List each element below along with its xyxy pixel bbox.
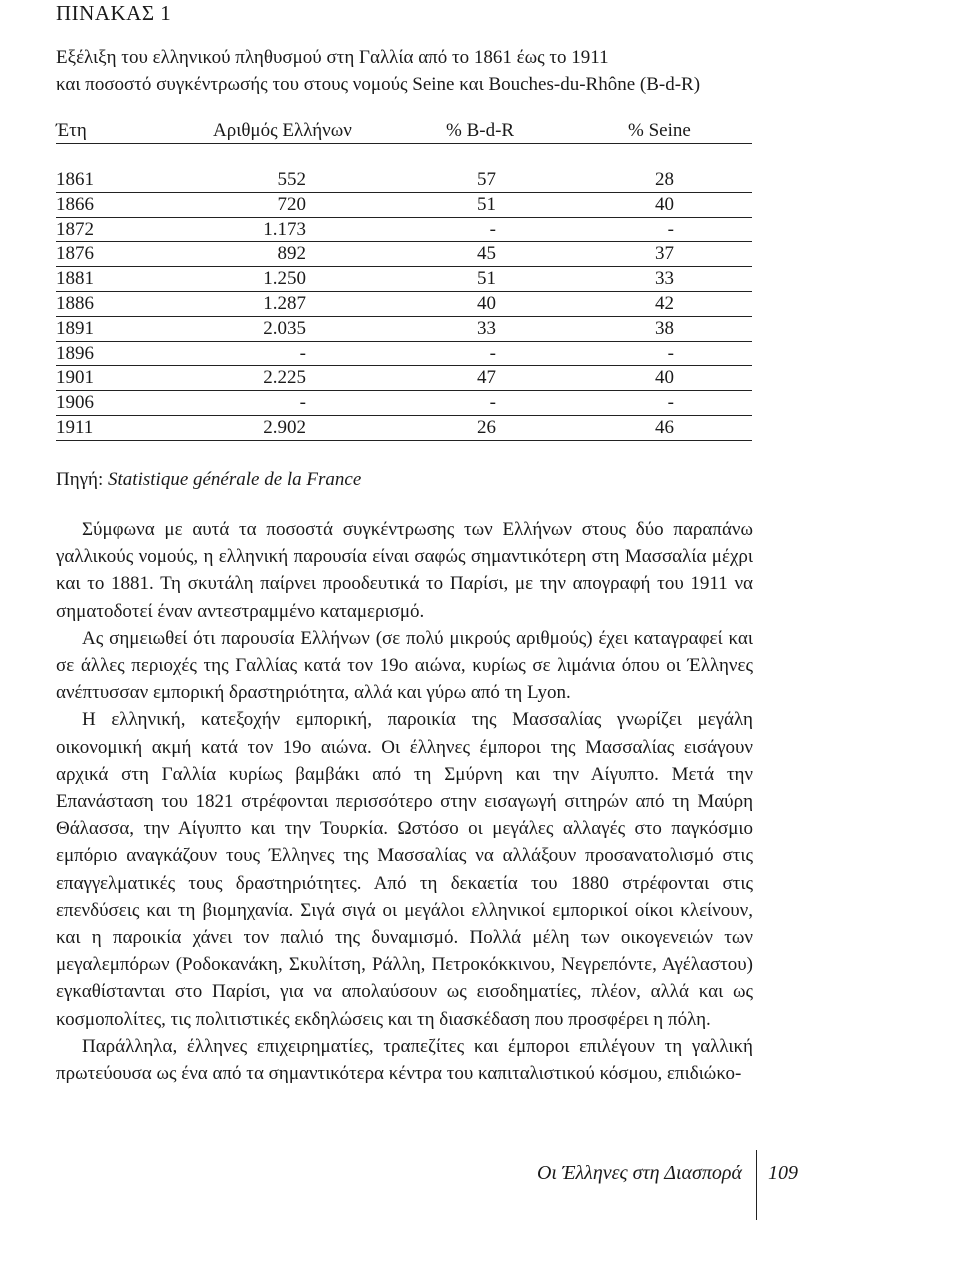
cell-greeks: 2.902 [263, 416, 306, 438]
cell-seine: 40 [655, 367, 674, 389]
cell-year: 1881 [56, 268, 94, 290]
paragraph: Παράλληλα, έλληνες επιχειρηματίες, τραπεζίτες και έμποροι επιλέγουν τη γαλλική πρωτεύουσα ως ένα από τα σημαντικότερα κέντρα του καπιταλιστικού κόσμου, επιδιώκο- [56, 1035, 753, 1085]
table-row [56, 242, 752, 267]
cell-seine: 33 [655, 268, 674, 290]
caption-line-2: και ποσοστό συγκέντρωσής του στους νομούς Seine και Bouches-du-Rhône (B-d-R) [56, 74, 701, 95]
table-row [56, 168, 752, 193]
cell-seine: 40 [655, 193, 674, 215]
cell-seine: 37 [655, 243, 674, 265]
table-row [56, 267, 752, 292]
cell-greeks: 552 [277, 169, 306, 190]
cell-seine: 42 [655, 292, 674, 314]
table-caption [56, 44, 776, 98]
cell-seine: 38 [655, 317, 674, 339]
paragraph: Η ελληνική, κατεξοχήν εμπορική, παροικία της Μασσαλίας γνωρίζει μεγάλη οικονομική ακμή κατά τον 19ο αιώνα. Οι έλληνες έμποροι της Μασσαλίας εισάγουν αρχικά στη Γαλλία κυρίως βαμβάκι από τη Σμύρνη και την Αίγυπτο. Μετά την Επανάσταση του 1821 στρέφονται περισσότερο στην εισαγωγή σιτηρών από τη Μαύρη Θάλασσα, την Αίγυπτο και την Τουρκία. Ωστόσο οι μεγάλες αλλαγές στο παγκόσμιο εμπόριο αναγκάζουν τους Έλληνες της Μασσαλίας να αλλάξουν προσανατολισμό στις επαγγελματικές τους δραστηριότητες. Από τη δεκαετία του 1880 στρέφονται στις επενδύσεις και τη βιομηχανία. Σιγά σιγά οι μεγάλοι ελληνικοί εμπορικοί οίκοι κλείνουν, και η παροικία χάνει τον παλιό της δυναμισμό. Πολλά μέλη των οικογενειών των μεγαλεμπόρων (Ροδοκανάκη, Σκυλίτση, Ράλλη, Πετροκόκκινου, Νεγρεπόντε, Αγέλαστου) εγκαθίστανται στο Παρίσι, για να απολαύσουν ως εισοδηματίες, πλέον, αλλά και ως κοσμοπολίτες, τις πολιτιστικές εκδηλώσεις και τη διασκέδαση που προσφέρει η πόλη. [56, 709, 753, 1030]
cell-bdr: 47 [477, 367, 496, 389]
table-row [56, 193, 752, 218]
caption-line-1: Εξέλιξη του ελληνικού πληθυσμού στη Γαλλία από το 1861 έως το 1911 [56, 47, 609, 68]
population-table [56, 168, 752, 441]
cell-seine: - [667, 342, 674, 364]
table-row [56, 342, 752, 367]
cell-year: 1872 [56, 218, 94, 240]
table-heading: ΠΙΝΑΚΑΣ 1 [56, 1, 172, 25]
cell-greeks: 1.173 [263, 218, 306, 240]
table-row [56, 218, 752, 243]
table-row [56, 317, 752, 342]
cell-year: 1911 [56, 416, 94, 438]
cell-greeks: 720 [277, 193, 306, 215]
cell-seine: - [667, 392, 674, 414]
cell-bdr: 57 [477, 169, 496, 190]
cell-greeks: 2.035 [263, 317, 306, 339]
header-greeks: Αριθμός Ελλήνων [213, 120, 352, 141]
cell-bdr: - [489, 342, 496, 364]
cell-year: 1866 [56, 193, 94, 215]
cell-bdr: 33 [477, 317, 496, 339]
source-label: Πηγή: [56, 469, 109, 490]
cell-year: 1876 [56, 243, 94, 265]
cell-bdr: 40 [477, 292, 496, 314]
cell-year: 1891 [56, 317, 94, 339]
table-row [56, 366, 752, 391]
cell-bdr: - [489, 392, 496, 414]
cell-greeks: 892 [277, 243, 306, 265]
footer-divider [756, 1150, 757, 1220]
cell-year: 1896 [56, 342, 94, 364]
cell-greeks: 2.225 [263, 367, 306, 389]
cell-year: 1901 [56, 367, 94, 389]
cell-bdr: - [489, 218, 496, 240]
cell-greeks: 1.287 [263, 292, 306, 314]
cell-seine: - [667, 218, 674, 240]
table-row [56, 292, 752, 317]
cell-bdr: 26 [477, 416, 496, 438]
header-year: Έτη [56, 120, 87, 141]
header-bdr: % B-d-R [446, 120, 515, 141]
footer-book-title: Οι Έλληνες στη Διασπορά [536, 1162, 742, 1184]
cell-year: 1906 [56, 392, 94, 414]
page-number: 109 [768, 1162, 798, 1184]
cell-greeks: - [299, 342, 306, 364]
table-row [56, 391, 752, 416]
header-seine: % Seine [628, 120, 691, 141]
cell-year: 1861 [56, 169, 94, 190]
paragraph: Ας σημειωθεί ότι παρουσία Ελλήνων (σε πολύ μικρούς αριθμούς) έχει καταγραφεί και σε άλλες περιοχές της Γαλλίας κατά τον 19ο αιώνα, κυρίως σε λιμάνια όπου οι Έλληνες ανέπτυσσαν εμπορική δραστηριότητα, αλλά και γύρω από τη Lyon. [56, 627, 753, 704]
cell-seine: 46 [655, 416, 674, 438]
table-header-row [56, 118, 752, 144]
source-note [56, 466, 361, 493]
cell-greeks: - [299, 392, 306, 414]
paragraph: Σύμφωνα με αυτά τα ποσοστά συγκέντρωσης των Ελλήνων στους δύο παραπάνω γαλλικούς νομούς, η ελληνική παρουσία είναι σαφώς σημαντικότερη στη Μασσαλία μέχρι και το 1881. Τη σκυτάλη παίρνει προοδευτικά το Παρίσι, με την απογραφή του 1911 να σηματοδοτεί έναν αντεστραμμένο καταμερισμό. [56, 519, 753, 622]
cell-year: 1886 [56, 292, 94, 314]
cell-bdr: 51 [477, 268, 496, 290]
cell-seine: 28 [655, 169, 674, 190]
body-text [56, 516, 753, 1087]
cell-bdr: 45 [477, 243, 496, 265]
cell-bdr: 51 [477, 193, 496, 215]
table-row [56, 416, 752, 441]
source-title: Statistique générale de la France [108, 469, 362, 490]
cell-greeks: 1.250 [263, 268, 306, 290]
